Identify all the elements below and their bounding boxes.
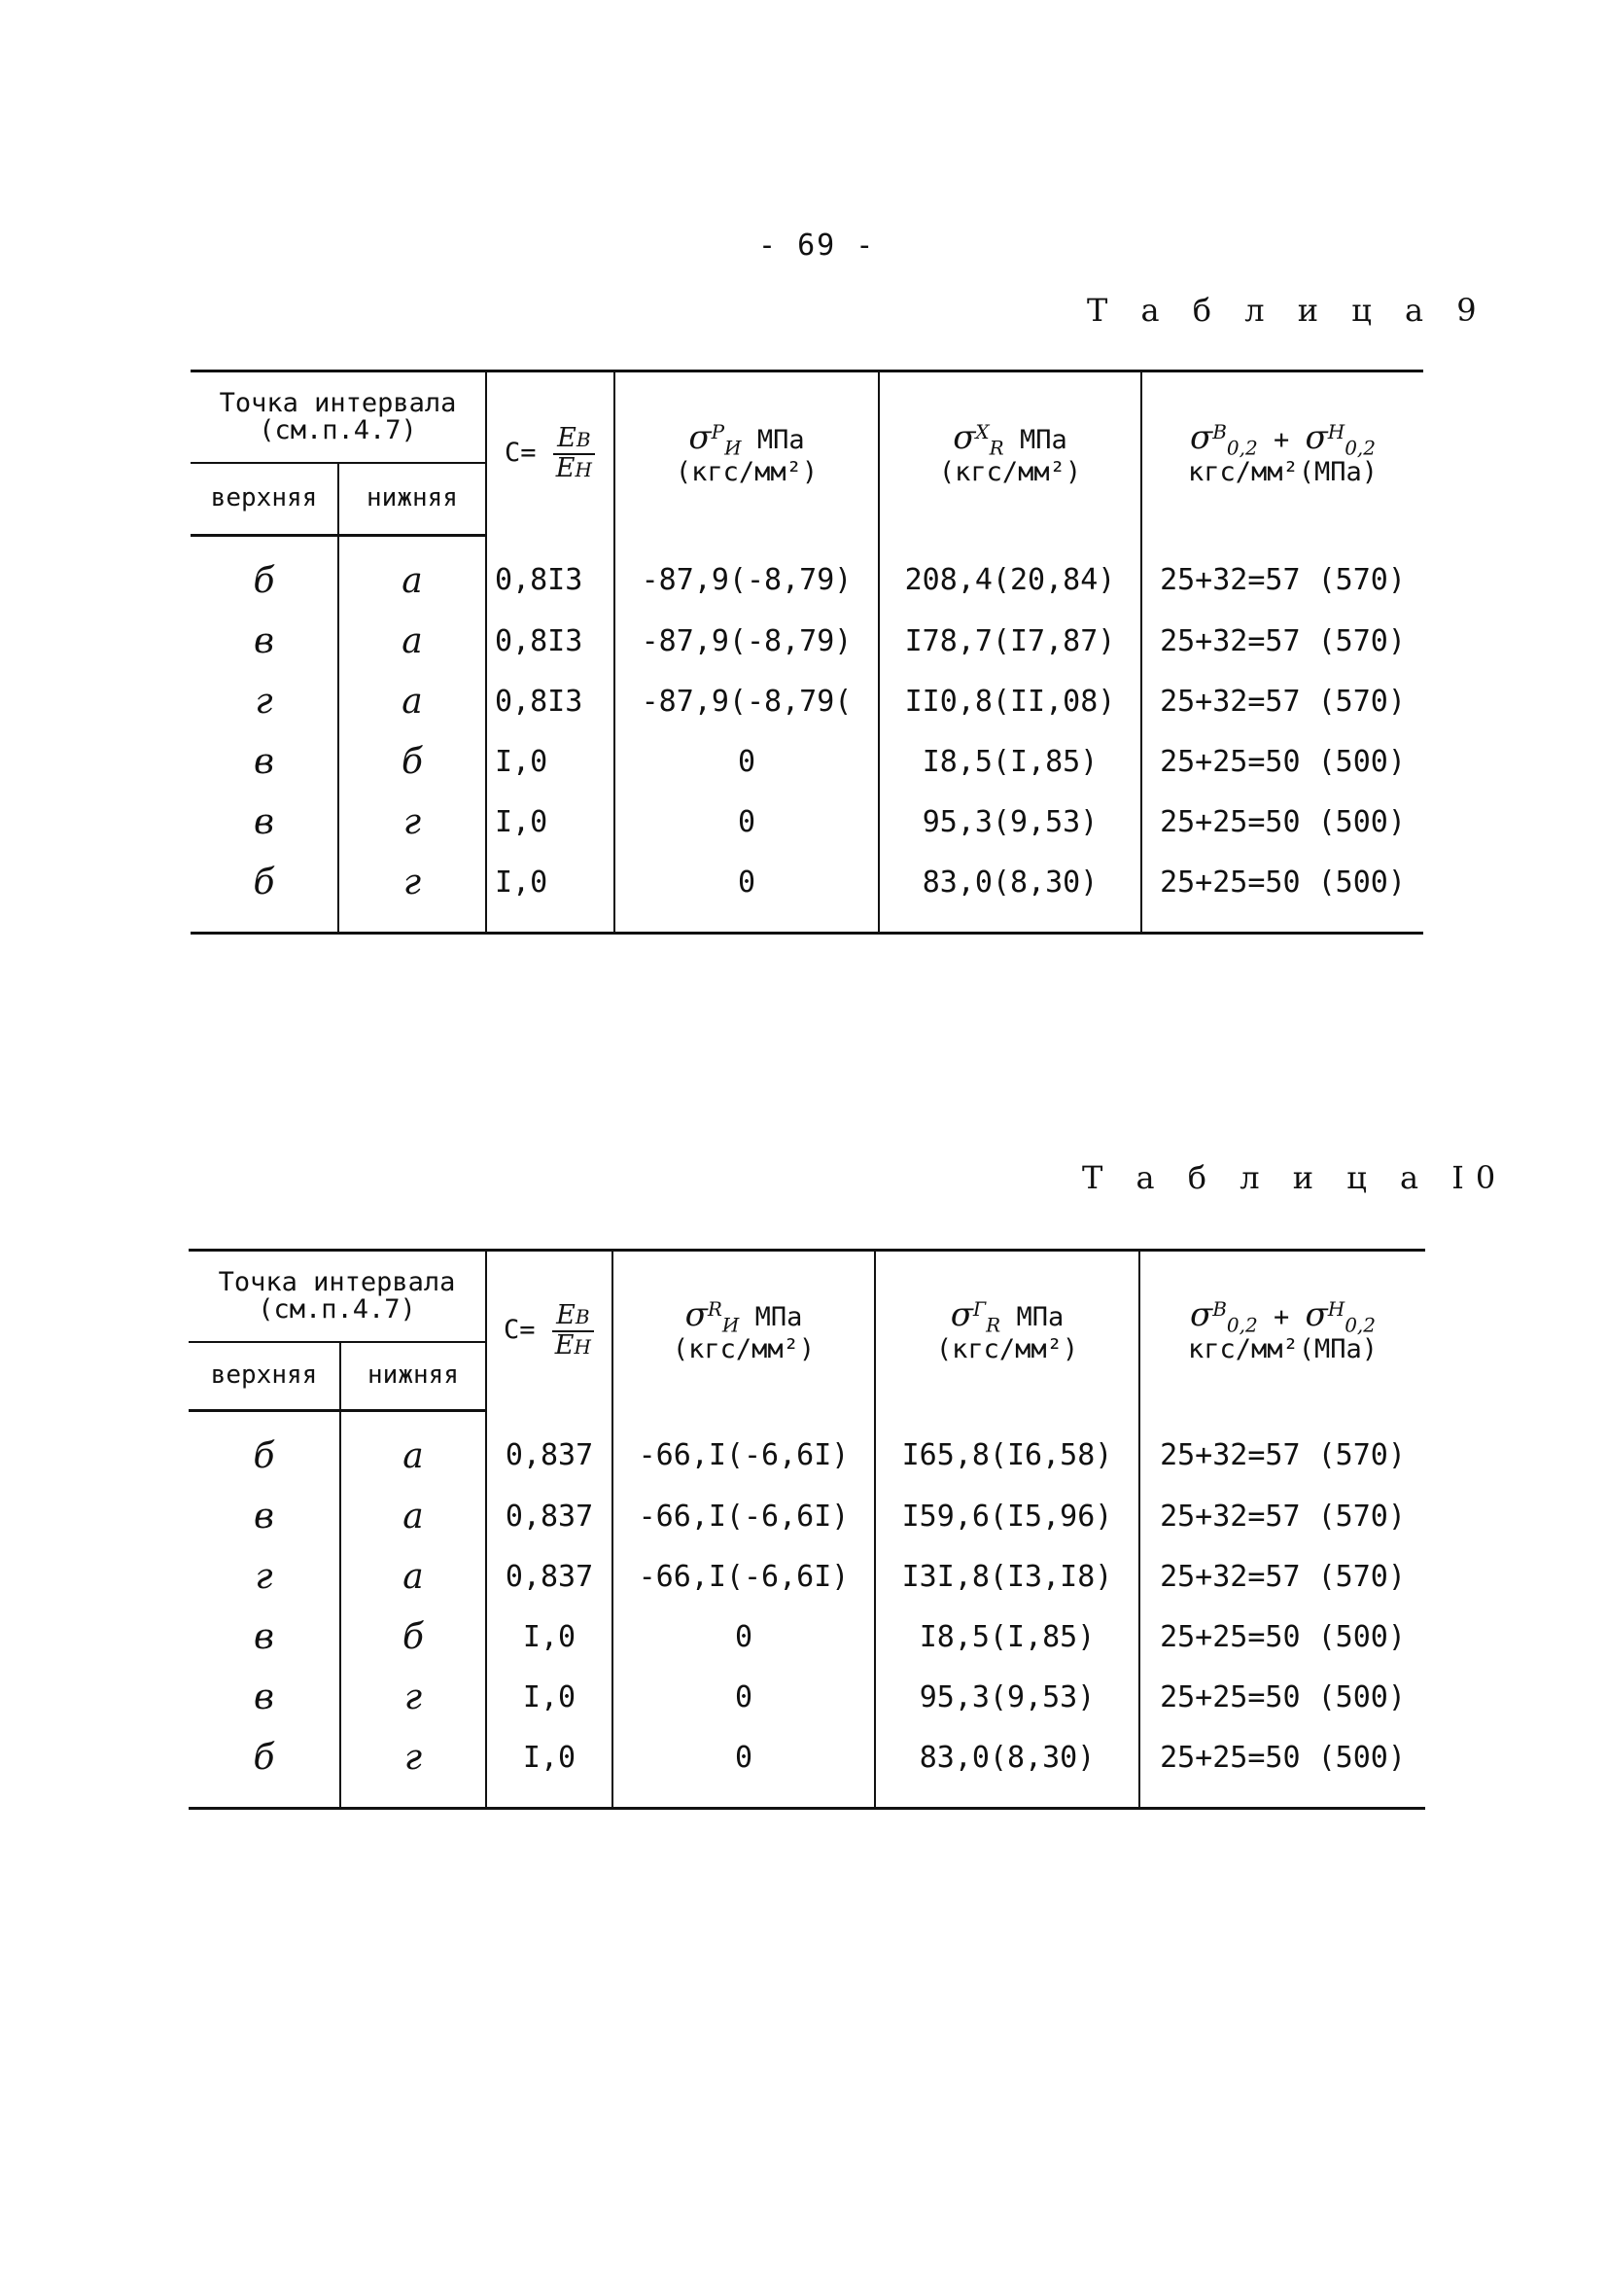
cell-lower: г — [338, 852, 486, 934]
header-sigma-i: $\sigma^Р_И$ МПа (кгс/мм²) — [614, 371, 879, 536]
cell-sigma-i: 0 — [614, 852, 879, 934]
cell-sigma-i: 0 — [612, 1607, 875, 1667]
cell-lower: г — [338, 792, 486, 852]
header-upper: верхняя — [189, 1342, 340, 1411]
cell-sigma-r: I78,7(I7,87) — [879, 611, 1141, 671]
table-row — [191, 671, 1423, 731]
cell-upper: б — [189, 1411, 340, 1487]
cell-sigma-i: 0 — [614, 792, 879, 852]
cell-lower: а — [338, 611, 486, 671]
page-number: - 69 - — [758, 229, 876, 263]
cell-sum: 25+32=57 (570) — [1139, 1546, 1425, 1607]
cell-lower: а — [340, 1486, 486, 1546]
cell-sum: 25+32=57 (570) — [1139, 1486, 1425, 1546]
table-row — [191, 536, 1423, 612]
cell-sigma-r: I8,5(I,85) — [875, 1607, 1139, 1667]
header-sigma-sum: $\sigma^В_{0,2} + \sigma^Н_{0,2}$ кгс/мм²(МПа) — [1139, 1251, 1425, 1411]
cell-sum: 25+25=50 (500) — [1141, 731, 1423, 792]
cell-c: I,0 — [486, 731, 614, 792]
cell-sigma-i: -87,9(-8,79( — [614, 671, 879, 731]
cell-sigma-r: I65,8(I6,58) — [875, 1411, 1139, 1487]
cell-c: 0,837 — [486, 1486, 612, 1546]
cell-lower: а — [338, 671, 486, 731]
cell-sigma-i: -66,I(-6,6I) — [612, 1411, 875, 1487]
cell-sigma-r: 95,3(9,53) — [879, 792, 1141, 852]
cell-lower: г — [340, 1667, 486, 1727]
cell-upper: в — [191, 731, 338, 792]
table-row — [191, 731, 1423, 792]
table-row — [189, 1411, 1425, 1487]
cell-c: 0,837 — [486, 1411, 612, 1487]
header-sigma-r: $\sigma^Г_R$ МПа (кгс/мм²) — [875, 1251, 1139, 1411]
cell-sum: 25+25=50 (500) — [1141, 852, 1423, 934]
header-lower: нижняя — [338, 463, 486, 536]
table-row — [191, 792, 1423, 852]
header-sigma-r: $\sigma^Х_R$ МПа (кгс/мм²) — [879, 371, 1141, 536]
cell-lower: г — [340, 1727, 486, 1809]
cell-upper: б — [189, 1727, 340, 1809]
cell-upper: б — [191, 852, 338, 934]
table-9-caption: Т а б л и ц а 9 — [1087, 292, 1488, 329]
header-point-interval: Точка интервала (см.п.4.7) — [191, 371, 486, 464]
table-10 — [189, 1249, 1425, 1810]
cell-sigma-i: 0 — [612, 1667, 875, 1727]
cell-upper: в — [191, 611, 338, 671]
cell-sigma-r: I3I,8(I3,I8) — [875, 1546, 1139, 1607]
cell-c: 0,8I3 — [486, 536, 614, 612]
cell-sigma-r: 83,0(8,30) — [875, 1727, 1139, 1809]
cell-sum: 25+25=50 (500) — [1141, 792, 1423, 852]
header-sigma-sum: $\sigma^В_{0,2} + \sigma^Н_{0,2}$ кгс/мм²(МПа) — [1141, 371, 1423, 536]
table-row — [191, 852, 1423, 934]
cell-lower: б — [338, 731, 486, 792]
cell-sigma-i: -66,I(-6,6I) — [612, 1546, 875, 1607]
cell-lower: а — [338, 536, 486, 612]
cell-sum: 25+25=50 (500) — [1139, 1607, 1425, 1667]
cell-c: I,0 — [486, 852, 614, 934]
cell-sum: 25+32=57 (570) — [1141, 536, 1423, 612]
cell-c: I,0 — [486, 1667, 612, 1727]
table-row — [191, 611, 1423, 671]
cell-c: I,0 — [486, 1607, 612, 1667]
table-row — [189, 1727, 1425, 1809]
cell-sum: 25+32=57 (570) — [1141, 611, 1423, 671]
cell-upper: в — [189, 1667, 340, 1727]
cell-sum: 25+32=57 (570) — [1141, 671, 1423, 731]
cell-upper: г — [191, 671, 338, 731]
header-sigma-i: $\sigma^R_И$ МПа (кгс/мм²) — [612, 1251, 875, 1411]
cell-lower: а — [340, 1411, 486, 1487]
table-9 — [191, 370, 1423, 935]
cell-sigma-i: -66,I(-6,6I) — [612, 1486, 875, 1546]
cell-c: I,0 — [486, 1727, 612, 1809]
header-c-ratio: С= $\frac{EВ}{EН}$ — [486, 371, 614, 536]
cell-c: 0,837 — [486, 1546, 612, 1607]
cell-sigma-r: I59,6(I5,96) — [875, 1486, 1139, 1546]
cell-c: I,0 — [486, 792, 614, 852]
cell-upper: в — [189, 1607, 340, 1667]
cell-upper: г — [189, 1546, 340, 1607]
table-row — [189, 1607, 1425, 1667]
cell-sigma-r: 208,4(20,84) — [879, 536, 1141, 612]
cell-upper: в — [189, 1486, 340, 1546]
cell-sigma-i: 0 — [614, 731, 879, 792]
cell-sigma-r: II0,8(II,08) — [879, 671, 1141, 731]
header-point-interval: Точка интервала (см.п.4.7) — [189, 1251, 486, 1343]
table-row — [189, 1667, 1425, 1727]
table-row — [189, 1486, 1425, 1546]
cell-sum: 25+25=50 (500) — [1139, 1727, 1425, 1809]
cell-sigma-r: 83,0(8,30) — [879, 852, 1141, 934]
cell-sum: 25+32=57 (570) — [1139, 1411, 1425, 1487]
table-row — [189, 1546, 1425, 1607]
cell-lower: а — [340, 1546, 486, 1607]
cell-sigma-r: 95,3(9,53) — [875, 1667, 1139, 1727]
cell-c: 0,8I3 — [486, 611, 614, 671]
cell-sigma-i: -87,9(-8,79) — [614, 611, 879, 671]
cell-lower: б — [340, 1607, 486, 1667]
header-lower: нижняя — [340, 1342, 486, 1411]
cell-upper: б — [191, 536, 338, 612]
table-10-caption: Т а б л и ц а I0 — [1082, 1159, 1508, 1196]
cell-sum: 25+25=50 (500) — [1139, 1667, 1425, 1727]
header-upper: верхняя — [191, 463, 338, 536]
header-c-ratio: С= $\frac{EВ}{EН}$ — [486, 1251, 612, 1411]
cell-sigma-i: 0 — [612, 1727, 875, 1809]
cell-sigma-i: -87,9(-8,79) — [614, 536, 879, 612]
cell-upper: в — [191, 792, 338, 852]
cell-c: 0,8I3 — [486, 671, 614, 731]
cell-sigma-r: I8,5(I,85) — [879, 731, 1141, 792]
